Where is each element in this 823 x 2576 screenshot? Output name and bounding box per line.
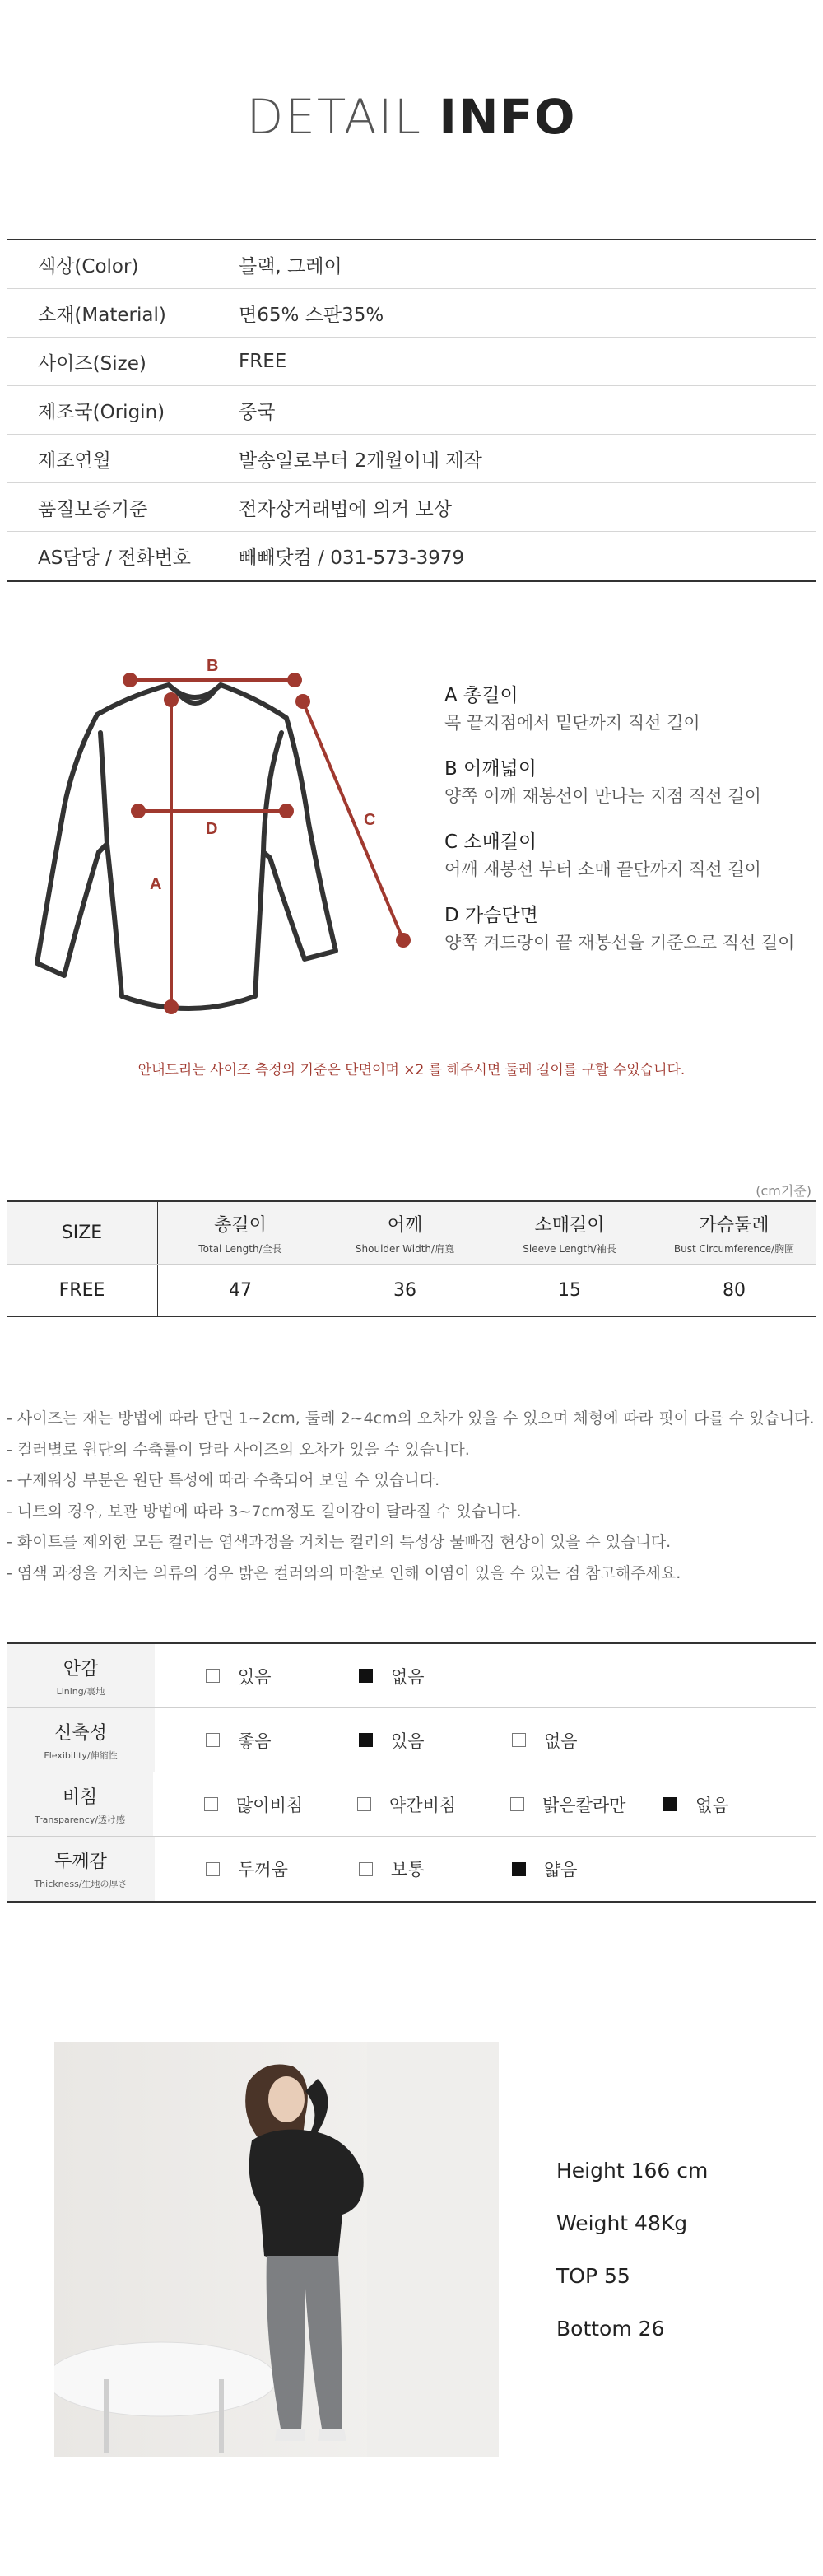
fabric-option [206,1728,359,1753]
checkbox-empty [206,1669,220,1683]
checkbox-empty [510,1797,524,1811]
legend-title: C 소매길이 [444,831,537,853]
legend-desc: 양쪽 겨드랑이 끝 재봉선을 기준으로 직선 길이 [444,933,795,953]
option-label: 없음 [695,1795,729,1815]
fabric-row-flexibility [7,1708,816,1772]
info-key: 색상(Color) [38,255,139,277]
fabric-option [510,1792,663,1817]
fabric-option [204,1792,357,1817]
model-height: Height 166 cm [556,2159,709,2182]
fabric-option [512,1728,665,1753]
legend-title: B 어깨넓이 [444,758,537,780]
fabric-label-sub: Transparency/透け感 [34,1814,126,1825]
fabric-option [512,1856,665,1881]
model-bottom-size: Bottom 26 [556,2317,665,2341]
checkbox-empty [359,1862,373,1876]
info-value: FREE [239,351,287,372]
legend-desc: 어깨 재봉선 부터 소매 끝단까지 직선 길이 [444,859,761,879]
info-row [7,435,816,483]
size-value: 80 [723,1279,746,1301]
legend-item [444,828,815,883]
info-row [7,240,816,289]
info-key: 제조국(Origin) [38,401,165,423]
title-bold: INFO [439,89,577,145]
col-subtitle: Bust Circumference/胸圍 [673,1242,795,1255]
fabric-option [359,1856,512,1881]
info-value: 발송일로부터 2개월이내 제작 [239,450,482,472]
product-info-table [7,239,816,582]
info-value: 면65% 스판35% [239,304,384,326]
size-col-header [487,1202,652,1264]
measure-label-d: D [206,820,218,838]
col-subtitle: Sleeve Length/袖長 [523,1242,616,1255]
size-col-header [323,1202,487,1264]
checkbox-empty [206,1733,220,1747]
fabric-row-thickness [7,1837,816,1901]
checkbox-filled [359,1669,373,1683]
fabric-options [155,1644,816,1707]
size-col-header [158,1202,323,1264]
shirt-outline [37,685,336,1009]
info-key: 소재(Material) [38,304,166,326]
checkbox-filled [663,1797,677,1811]
fabric-option [357,1792,510,1817]
fabric-option [359,1728,512,1753]
legend-desc: 목 끝지점에서 밑단까지 직선 길이 [444,713,700,733]
fabric-row-transparency [7,1772,816,1837]
col-title: 총길이 [214,1214,267,1236]
checkbox-empty [206,1862,220,1876]
size-header-label: SIZE [7,1202,158,1264]
fabric-properties-table [7,1642,816,1903]
fabric-options [153,1772,816,1836]
checkbox-empty [204,1797,218,1811]
size-name: FREE [7,1265,158,1316]
col-title: 소매길이 [534,1214,605,1236]
col-subtitle: Shoulder Width/肩寬 [355,1242,455,1255]
option-label: 없음 [391,1666,425,1687]
info-value: 블랙, 그레이 [239,255,342,277]
info-value: 전자상거래법에 의거 보상 [239,498,453,520]
checkbox-empty [512,1733,526,1747]
fabric-option [206,1664,359,1689]
note-line: - 염색 과정을 거치는 의류의 경우 밝은 컬러와의 마찰로 인해 이염이 있을 수 있는 점 참고해주세요. [7,1563,681,1582]
model-photo [54,2042,499,2457]
info-value: 중국 [239,401,276,423]
page-title [0,89,823,145]
legend-desc: 양쪽 어깨 재봉선이 만나는 지점 직선 길이 [444,786,761,806]
size-notes [7,1404,816,1589]
measure-label-a: A [150,875,162,893]
option-label: 얇음 [544,1860,578,1880]
model-info [556,2145,708,2355]
note-line: - 컬러별로 원단의 수축률이 달라 사이즈의 오차가 있을 수 있습니다. [7,1440,470,1459]
col-subtitle: Total Length/全長 [198,1242,282,1255]
col-title: 어깨 [387,1214,423,1236]
size-value: 36 [393,1279,416,1301]
info-row [7,386,816,435]
option-label: 밝은칼라만 [542,1795,626,1815]
model-weight: Weight 48Kg [556,2211,688,2235]
fabric-label [7,1837,155,1901]
info-row [7,289,816,338]
title-light: DETAIL [246,89,439,145]
checkbox-filled [359,1733,373,1747]
note-line: - 사이즈는 재는 방법에 따라 단면 1~2cm, 둘레 2~4cm의 오차가 있을 수 있으며 체형에 따라 핏이 다를 수 있습니다. [7,1409,815,1428]
info-key: 사이즈(Size) [38,352,146,375]
fabric-options [155,1837,816,1901]
checkbox-filled [512,1862,526,1876]
size-table [7,1200,816,1317]
info-key: 품질보증기준 [38,498,148,520]
table-row [7,1265,816,1316]
fabric-label-main: 안감 [63,1658,99,1679]
option-label: 좋음 [238,1731,272,1751]
fabric-label-sub: Flexibility/伸縮性 [44,1749,118,1761]
info-row [7,532,816,580]
size-measure-note: 안내드리는 사이즈 측정의 기준은 단면이며 ×2 를 해주시면 둘레 길이를 구할 수있습니다. [137,1062,686,1078]
checkbox-empty [357,1797,371,1811]
info-row [7,483,816,532]
fabric-label [7,1708,155,1772]
size-value: 47 [229,1279,252,1301]
size-col-header [652,1202,816,1264]
fabric-options [155,1708,816,1772]
fabric-row-lining [7,1644,816,1708]
note-line: - 구제워싱 부분은 원단 특성에 따라 수축되어 보일 수 있습니다. [7,1471,440,1489]
legend-item [444,901,815,956]
info-value: 빼빼닷컴 / 031-573-3979 [239,547,465,569]
note-line: - 니트의 경우, 보관 방법에 따라 3~7cm정도 길이감이 달라질 수 있습니다. [7,1502,522,1521]
size-value: 15 [558,1279,581,1301]
col-title: 가슴둘레 [699,1214,770,1236]
fabric-option [663,1792,816,1817]
option-label: 두꺼움 [238,1860,288,1880]
fabric-label-main: 비침 [62,1786,98,1808]
measure-lines [124,674,409,1013]
model-top-size: TOP 55 [556,2264,630,2288]
fabric-label-sub: Lining/裏地 [56,1685,105,1697]
option-label: 없음 [544,1731,578,1751]
legend-item [444,755,815,809]
option-label: 많이비침 [236,1795,304,1815]
info-row [7,338,816,386]
measurement-legend [444,682,815,975]
info-key: AS담당 / 전화번호 [38,547,192,569]
option-label: 있음 [238,1666,272,1687]
option-label: 있음 [391,1731,425,1751]
fabric-label-main: 두께감 [54,1852,107,1872]
note-line: - 화이트를 제외한 모든 컬러는 염색과정을 거치는 컬러의 특성상 물빠짐 현상이 있을 수 있습니다. [7,1533,672,1551]
option-label: 보통 [391,1860,425,1880]
size-table-header [7,1202,816,1265]
legend-title: A 총길이 [444,685,518,706]
fabric-option [359,1664,512,1689]
measure-label-c: C [364,811,376,829]
legend-title: D 가슴단면 [444,905,538,926]
legend-item [444,682,815,736]
unit-label: (cm기준) [756,1183,811,1199]
option-label: 약간비침 [389,1795,457,1815]
fabric-option [206,1856,359,1881]
fabric-label [7,1772,153,1836]
fabric-label-sub: Thickness/生地の厚さ [34,1879,128,1889]
fabric-label [7,1644,155,1707]
fabric-label-main: 신축성 [54,1722,107,1744]
garment-measurement-diagram [25,642,420,1021]
measure-label-b: B [207,657,219,675]
info-key: 제조연월 [38,450,111,472]
